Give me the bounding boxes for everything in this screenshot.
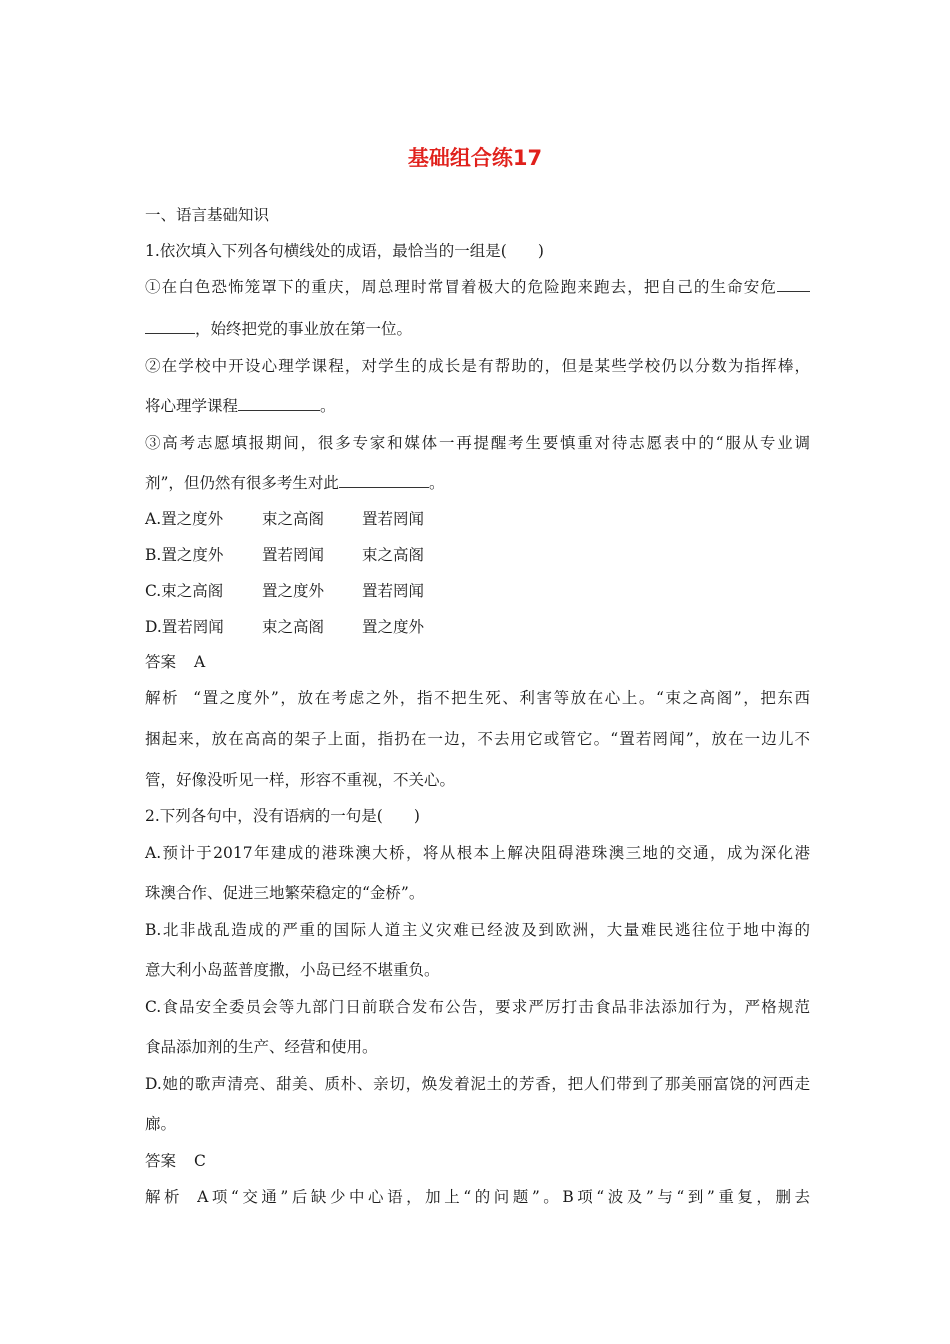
q1-option-d: [145, 616, 810, 638]
q2-stem: 2.下列各句中，没有语病的一句是( ): [145, 807, 420, 825]
q1-analysis-line1: [145, 687, 810, 709]
option-label: C.束之高阁: [145, 582, 224, 600]
option-label: B.置之度外: [145, 546, 224, 564]
q1-option-a: [145, 508, 810, 530]
blank-line: [777, 276, 810, 292]
blank-line: [145, 318, 195, 334]
q1-sentence1-line2: [145, 318, 810, 340]
q2-option-d-line1: D.她的歌声清亮、甜美、质朴、亲切，焕发着泥土的芳香，把人们带到了那美丽富饶的河西走: [145, 1075, 810, 1093]
answer-label: 答案: [145, 1152, 177, 1170]
q1-sentence2-line2: [145, 395, 810, 417]
option-idiom: 置之度外: [262, 582, 325, 600]
option-idiom: 置若罔闻: [262, 546, 325, 564]
q2-option-c-line2: 食品添加剂的生产、经营和使用。: [145, 1038, 378, 1056]
q1-sentence1-text-b: ，始终把党的事业放在第一位。: [195, 320, 413, 338]
q1-stem: 1.依次填入下列各句横线处的成语，最恰当的一组是( ): [145, 242, 544, 260]
analysis-label: 解析: [145, 1188, 184, 1206]
q1-sentence3-line2: [145, 472, 810, 494]
q1-sentence2-text-c: 。: [320, 397, 336, 415]
option-label: A.置之度外: [145, 510, 224, 528]
answer-value: A: [194, 653, 206, 671]
analysis-text: A项“交通”后缺少中心语，加上“的问题”。B项“波及”与“到”重复，删去: [197, 1188, 810, 1206]
section-heading: 一、语言基础知识: [145, 206, 270, 224]
option-idiom: 置若罔闻: [362, 582, 425, 600]
q1-sentence2-text-b: 将心理学课程: [145, 397, 239, 415]
answer-label: 答案: [145, 653, 177, 671]
q1-analysis-line2: 捆起来，放在高高的架子上面，指扔在一边，不去用它或管它。“置若罔闻”，放在一边儿不: [145, 730, 810, 748]
option-idiom: 束之高阁: [262, 510, 325, 528]
analysis-label: 解析: [145, 689, 180, 707]
q2-option-a-line1: A.预计于2017年建成的港珠澳大桥，将从根本上解决阻碍港珠澳三地的交通，成为深化港: [145, 844, 810, 862]
q1-sentence3-line1: ③高考志愿填报期间，很多专家和媒体一再提醒考生要慎重对待志愿表中的“服从专业调: [145, 434, 810, 452]
q1-sentence1-line1: [145, 276, 810, 298]
answer-value: C: [194, 1152, 206, 1170]
q1-option-b: [145, 544, 810, 566]
q2-analysis-line1: [145, 1186, 810, 1208]
option-idiom: 束之高阁: [262, 618, 325, 636]
option-label: D.置若罔闻: [145, 618, 224, 636]
q1-sentence2-line1: ②在学校中开设心理学课程，对学生的成长是有帮助的，但是某些学校仍以分数为指挥棒，: [145, 357, 810, 375]
option-idiom: 束之高阁: [362, 546, 425, 564]
q2-option-d-line2: 廊。: [145, 1115, 177, 1133]
q1-analysis-line3: 管，好像没听见一样，形容不重视，不关心。: [145, 771, 456, 789]
q1-sentence1-text-a: ①在白色恐怖笼罩下的重庆，周总理时常冒着极大的危险跑来跑去，把自己的生命安危: [145, 278, 777, 296]
q2-option-b-line2: 意大利小岛蓝普度撒，小岛已经不堪重负。: [145, 961, 440, 979]
q2-answer: [145, 1150, 810, 1172]
option-idiom: 置若罔闻: [362, 510, 425, 528]
analysis-text: “置之度外”，放在考虑之外，指不把生死、利害等放在心上。“束之高阁”，把东西: [193, 689, 810, 707]
q1-option-c: [145, 580, 810, 602]
q2-option-c-line1: C.食品安全委员会等九部门日前联合发布公告，要求严厉打击食品非法添加行为，严格规范: [145, 998, 810, 1016]
page-title: 基础组合练17: [407, 146, 543, 170]
q1-answer: [145, 651, 810, 673]
q1-sentence3-text-b: 剂”，但仍然有很多考生对此: [145, 474, 339, 492]
option-idiom: 置之度外: [362, 618, 425, 636]
q2-option-b-line1: B.北非战乱造成的严重的国际人道主义灾难已经波及到欧洲，大量难民逃往位于地中海的: [145, 921, 810, 939]
blank-line: [339, 472, 429, 488]
blank-line: [238, 395, 320, 411]
q2-option-a-line2: 珠澳合作、促进三地繁荣稳定的“金桥”。: [145, 884, 425, 902]
q1-sentence3-text-c: 。: [428, 474, 445, 492]
